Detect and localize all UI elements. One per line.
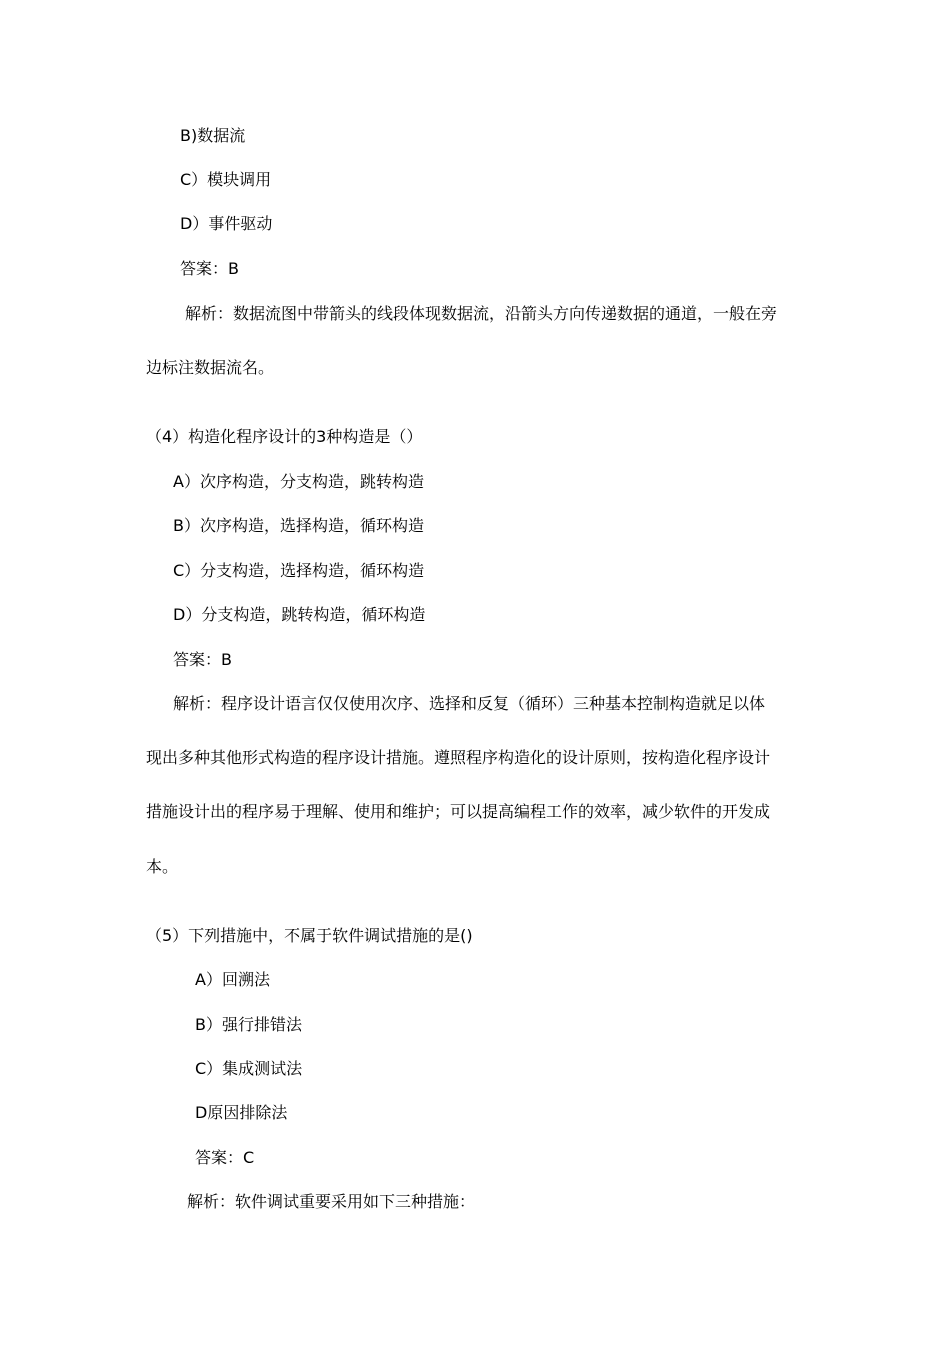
q5-stem: （5）下列措施中，不属于软件调试措施的是() [146, 926, 473, 945]
q4-analysis-line-2: 现出多种其他形式构造的程序设计措施。遵照程序构造化的设计原则，按构造化程序设计 [146, 748, 771, 767]
q5-option-d: D原因排除法 [195, 1103, 288, 1122]
q4-analysis-line-1: 解析：程序设计语言仅仅使用次序、选择和反复（循环）三种基本控制构造就足以体 [173, 694, 766, 713]
q5-option-c: C）集成测试法 [195, 1059, 303, 1078]
prev-option-b: B)数据流 [180, 126, 246, 145]
q4-option-c: C）分支构造，选择构造，循环构造 [173, 561, 425, 580]
q4-option-a: A）次序构造，分支构造，跳转构造 [173, 472, 424, 491]
prev-answer: 答案：B [180, 259, 239, 278]
q4-option-d: D）分支构造，跳转构造，循环构造 [173, 605, 426, 624]
q5-answer: 答案：C [195, 1148, 255, 1167]
q4-analysis-line-3: 措施设计出的程序易于理解、使用和维护；可以提高编程工作的效率，减少软件的开发成 [146, 802, 771, 821]
q5-option-b: B）强行排错法 [195, 1015, 302, 1034]
q4-option-b: B）次序构造，选择构造，循环构造 [173, 516, 424, 535]
prev-option-c: C）模块调用 [180, 170, 272, 189]
q4-stem: （4）构造化程序设计的3种构造是（） [146, 427, 423, 446]
q5-option-a: A）回溯法 [195, 970, 270, 989]
q4-analysis-line-4: 本。 [146, 857, 179, 876]
prev-option-d: D）事件驱动 [180, 214, 273, 233]
q4-answer: 答案：B [173, 650, 232, 669]
prev-analysis-line-2: 边标注数据流名。 [146, 358, 275, 377]
q5-analysis-line-1: 解析：软件调试重要采用如下三种措施： [187, 1192, 476, 1211]
prev-analysis-line-1: 解析：数据流图中带箭头的线段体现数据流，沿箭头方向传递数据的通道，一般在旁 [185, 304, 778, 323]
